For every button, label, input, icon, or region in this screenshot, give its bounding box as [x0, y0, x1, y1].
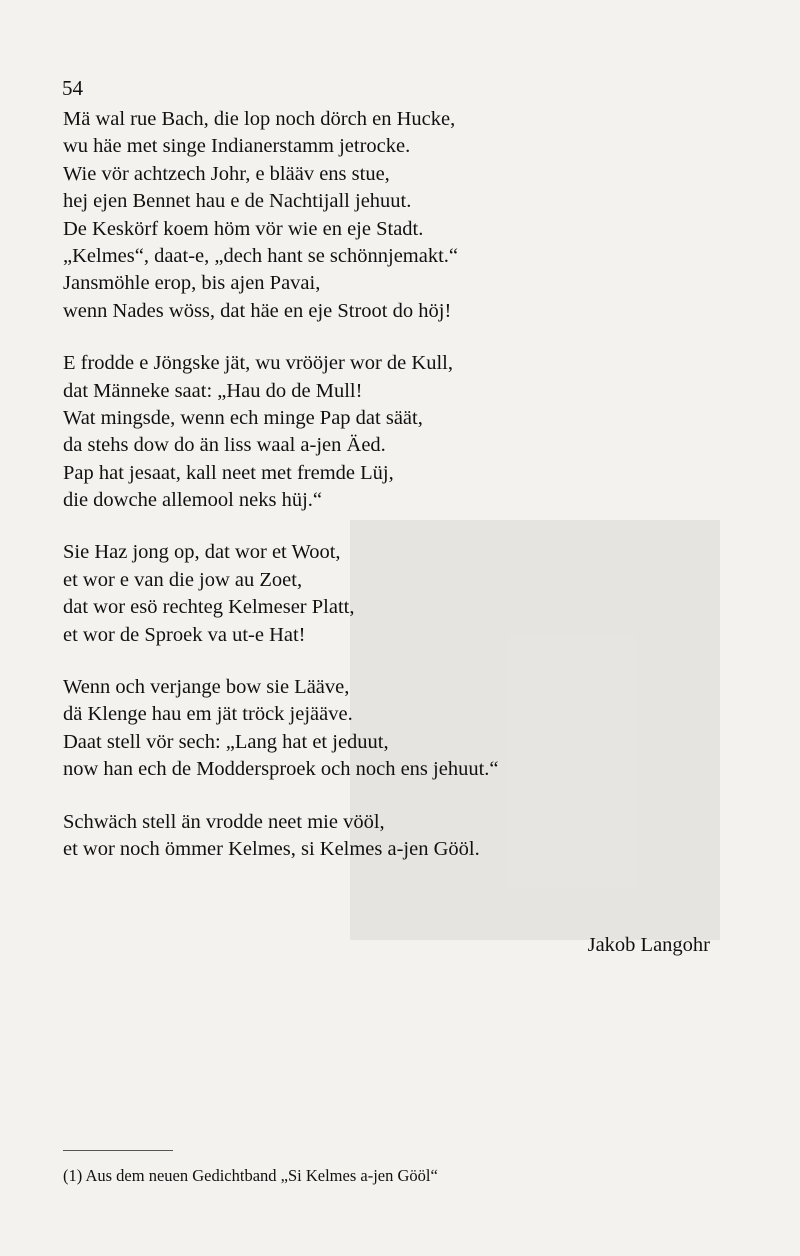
- poem-stanza: [63, 674, 723, 784]
- poem-line: da stehs dow do än liss waal a-jen Äed.: [63, 434, 386, 457]
- poem-stanza: [63, 350, 723, 514]
- poem-line: dä Klenge hau em jät tröck jejääve.: [63, 703, 353, 726]
- poem-stanza: [63, 809, 723, 864]
- poem-stanza: [63, 539, 723, 649]
- poem-line: now han ech de Moddersproek och noch ens jehuut.“: [63, 758, 499, 781]
- poem-author: Jakob Langohr: [587, 934, 710, 956]
- poem-line: dat Männeke saat: „Hau do de Mull!: [63, 379, 363, 402]
- poem-line: Wenn och verjange bow sie Lääve,: [63, 676, 350, 699]
- poem-line: „Kelmes“, daat-e, „dech hant se schönnjemakt.“: [63, 244, 459, 267]
- footnote: (1) Aus dem neuen Gedichtband „Si Kelmes a-jen Gööl“: [63, 1166, 438, 1185]
- poem-line: Mä wal rue Bach, die lop noch dörch en Hucke,: [63, 108, 456, 130]
- poem-line: Wat mingsde, wenn ech minge Pap dat säät,: [63, 406, 423, 429]
- poem-line: Jansmöhle erop, bis ajen Pavai,: [63, 272, 321, 295]
- poem-line: wenn Nades wöss, dat häe en eje Stroot do höj!: [63, 299, 452, 322]
- poem-line: Schwäch stell än vrodde neet mie vööl,: [63, 810, 385, 833]
- poem-line: hej ejen Bennet hau e de Nachtijall jehuut.: [63, 190, 412, 213]
- page-number: 54: [62, 76, 83, 100]
- poem-line: wu häe met singe Indianerstamm jetrocke.: [63, 135, 411, 158]
- poem-stanza: [63, 106, 723, 325]
- poem-line: Wie vör achtzech Johr, e blääv ens stue,: [63, 162, 390, 185]
- poem-line: dat wor esö rechteg Kelmeser Platt,: [63, 596, 355, 619]
- poem: [63, 106, 723, 888]
- poem-line: Daat stell vör sech: „Lang hat et jeduut,: [63, 730, 389, 753]
- poem-line: et wor de Sproek va ut-e Hat!: [63, 623, 306, 646]
- poem-line: Pap hat jesaat, kall neet met fremde Lüj,: [63, 461, 394, 484]
- poem-line: De Keskörf koem höm vör wie en eje Stadt.: [63, 217, 424, 240]
- poem-line: Sie Haz jong op, dat wor et Woot,: [63, 541, 341, 564]
- poem-line: et wor noch ömmer Kelmes, si Kelmes a-jen Gööl.: [63, 837, 480, 860]
- poem-line: E frodde e Jöngske jät, wu vrööjer wor de Kull,: [63, 352, 453, 375]
- footnote-divider: [63, 1150, 173, 1151]
- poem-line: die dowche allemool neks hüj.“: [63, 489, 323, 512]
- poem-line: et wor e van die jow au Zoet,: [63, 568, 303, 591]
